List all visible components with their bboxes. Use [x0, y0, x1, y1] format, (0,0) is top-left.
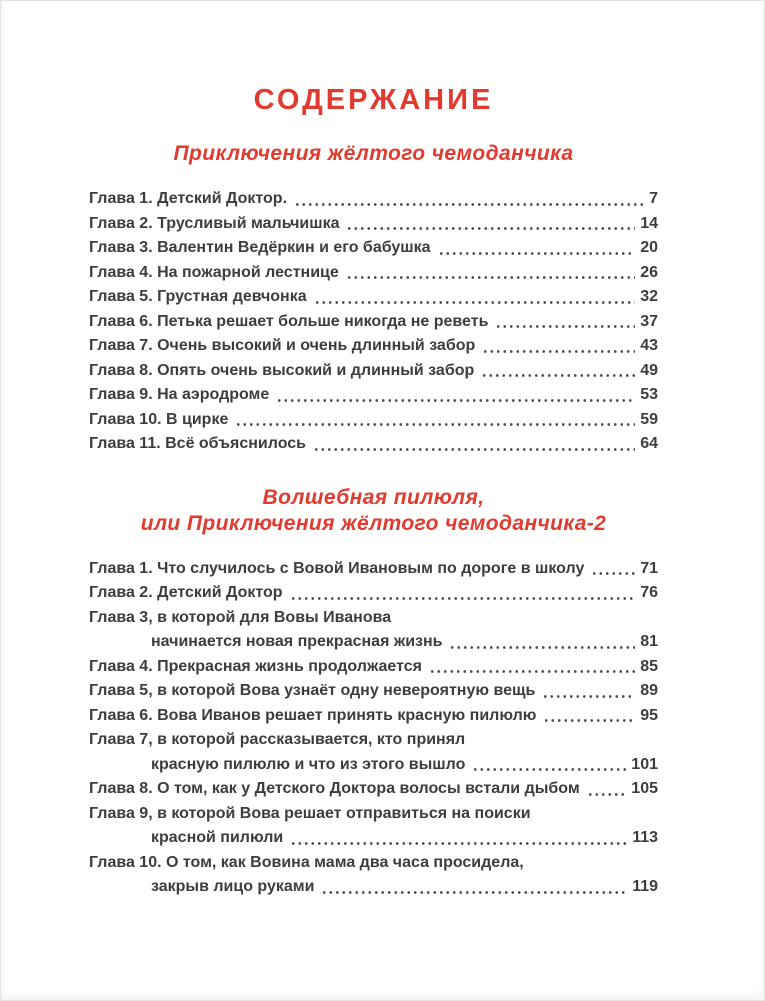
toc-entry-line	[89, 606, 658, 631]
toc-entry	[89, 432, 658, 457]
toc-entry	[89, 236, 658, 261]
toc-entry-line	[89, 432, 658, 457]
dotted-leader	[543, 718, 635, 723]
toc-entry	[89, 359, 658, 384]
toc-entry-line	[89, 630, 658, 655]
dotted-leader	[314, 300, 636, 305]
chapter-label: Глава 6. Вова Иванов решает принять красную пилюлю	[89, 706, 537, 724]
page-number: 53	[640, 386, 658, 403]
toc-entry	[89, 802, 658, 851]
toc-entry-line	[89, 557, 658, 582]
toc-entry-line	[89, 753, 658, 778]
page-number: 37	[640, 312, 658, 330]
toc-entry-line	[89, 383, 658, 408]
chapter-label: Глава 5, в которой Вова узнаёт одну невероятную вещь	[89, 682, 536, 699]
page-number: 7	[649, 190, 658, 207]
toc-entry	[89, 777, 658, 802]
toc-entry	[89, 581, 658, 606]
toc-title: СОДЕРЖАНИЕ	[253, 84, 494, 116]
page-number: 32	[640, 288, 658, 305]
chapter-label: Глава 8. Опять очень высокий и длинный забор	[89, 361, 475, 379]
section-title	[89, 141, 658, 167]
dotted-leader	[449, 645, 635, 650]
toc-entry-line	[89, 679, 658, 704]
dotted-leader	[294, 202, 644, 207]
toc-entry	[89, 704, 658, 729]
page-number: 81	[640, 633, 658, 650]
toc-entry-line	[89, 851, 658, 876]
chapter-label: Глава 9, в которой Вова решает отправиться на поиски	[89, 804, 531, 822]
toc-section	[89, 141, 658, 457]
chapter-label: Глава 7, в которой рассказывается, кто принял	[89, 731, 466, 748]
toc-entry-line	[89, 187, 658, 212]
chapter-label: Глава 1. Что случилось с Вовой Ивановым по дороге в школу	[89, 559, 585, 577]
page-number: 89	[640, 682, 658, 699]
toc-entry	[89, 187, 658, 212]
dotted-leader	[542, 694, 635, 699]
toc-entry	[89, 261, 658, 286]
toc-entry-line	[89, 212, 658, 237]
toc-entry-line	[89, 655, 658, 680]
dotted-leader	[482, 349, 635, 354]
page-number: 95	[640, 706, 658, 724]
dotted-leader	[472, 767, 626, 772]
toc-entry-line	[89, 359, 658, 384]
chapter-label: Глава 3, в которой для Вовы Иванова	[89, 608, 392, 626]
toc-entry	[89, 334, 658, 359]
dotted-leader	[313, 447, 635, 452]
dotted-leader	[290, 841, 627, 846]
toc-entry	[89, 679, 658, 704]
toc-entry-list	[89, 187, 658, 457]
toc-entry-list	[89, 557, 658, 900]
chapter-label: Глава 6. Петька решает больше никогда не реветь	[89, 312, 489, 330]
dotted-leader	[346, 226, 635, 231]
toc-entry	[89, 728, 658, 777]
page-number: 101	[631, 755, 658, 773]
chapter-label: Глава 2. Трусливый мальчишка	[89, 214, 340, 232]
toc-entry-line	[89, 334, 658, 359]
chapter-label: Глава 2. Детский Доктор	[89, 584, 283, 601]
dotted-leader	[235, 422, 635, 427]
chapter-label: Глава 11. Всё объяснилось	[89, 435, 306, 452]
page-number: 49	[640, 361, 658, 379]
toc-entry	[89, 285, 658, 310]
toc-entry-line	[89, 704, 658, 729]
dotted-leader	[321, 890, 627, 895]
toc-entry-line	[89, 261, 658, 286]
toc-entry-line	[89, 875, 658, 900]
toc-entry	[89, 655, 658, 680]
toc-entry-line	[89, 728, 658, 753]
chapter-label: красной пилюли	[151, 829, 284, 846]
page-number: 20	[640, 239, 658, 256]
section-title-line: или Приключения жёлтого чемоданчика-2	[140, 511, 607, 535]
page-number: 64	[640, 435, 658, 452]
page-number: 113	[632, 829, 658, 846]
dotted-leader	[481, 373, 635, 378]
toc-entry-line	[89, 285, 658, 310]
chapter-label: Глава 7. Очень высокий и очень длинный забор	[89, 337, 476, 354]
dotted-leader	[587, 792, 627, 797]
toc-section	[89, 485, 658, 900]
toc-entry	[89, 606, 658, 655]
toc-entry	[89, 408, 658, 433]
chapter-label: Глава 8. О том, как у Детского Доктора волосы встали дыбом	[89, 780, 580, 797]
dotted-leader	[276, 398, 635, 403]
page-number: 43	[640, 337, 658, 354]
chapter-label: закрыв лицо руками	[151, 878, 315, 895]
toc-entry-line	[89, 802, 658, 827]
chapter-label: Глава 3. Валентин Ведёркин и его бабушка	[89, 239, 431, 256]
toc-entry-line	[89, 236, 658, 261]
page-number: 71	[640, 559, 658, 577]
toc-sections	[89, 141, 658, 900]
toc-entry	[89, 851, 658, 900]
chapter-label: Глава 9. На аэродроме	[89, 386, 270, 403]
section-title-line: Приключения жёлтого чемоданчика	[173, 142, 574, 165]
page-content	[1, 1, 764, 900]
page-number: 59	[640, 410, 658, 428]
toc-entry-line	[89, 826, 658, 851]
toc-entry-line	[89, 310, 658, 335]
chapter-label: Глава 4. Прекрасная жизнь продолжается	[89, 657, 422, 675]
section-title-line: Волшебная пилюля,	[262, 485, 485, 509]
chapter-label: красную пилюлю и что из этого вышло	[151, 755, 466, 773]
dotted-leader	[591, 571, 635, 576]
dotted-leader	[438, 251, 636, 256]
page-number: 14	[640, 214, 658, 232]
page-number: 76	[640, 584, 658, 601]
page-number: 119	[632, 878, 658, 895]
toc-entry	[89, 383, 658, 408]
chapter-label: Глава 5. Грустная девчонка	[89, 288, 307, 305]
toc-entry	[89, 212, 658, 237]
chapter-label: Глава 1. Детский Доктор.	[89, 190, 288, 207]
toc-entry-line	[89, 777, 658, 802]
toc-entry	[89, 557, 658, 582]
dotted-leader	[290, 596, 636, 601]
page-number: 105	[631, 780, 658, 797]
chapter-label: Глава 4. На пожарной лестнице	[89, 263, 339, 281]
chapter-label: начинается новая прекрасная жизнь	[151, 633, 443, 650]
dotted-leader	[429, 669, 635, 674]
toc-entry-line	[89, 581, 658, 606]
page-number: 85	[640, 657, 658, 675]
page-number: 26	[640, 263, 658, 281]
toc-entry-line	[89, 408, 658, 433]
section-title	[89, 485, 658, 537]
dotted-leader	[346, 275, 635, 280]
toc-entry	[89, 310, 658, 335]
chapter-label: Глава 10. О том, как Вовина мама два часа просидела,	[89, 853, 524, 871]
chapter-label: Глава 10. В цирке	[89, 410, 229, 428]
dotted-leader	[495, 324, 635, 329]
